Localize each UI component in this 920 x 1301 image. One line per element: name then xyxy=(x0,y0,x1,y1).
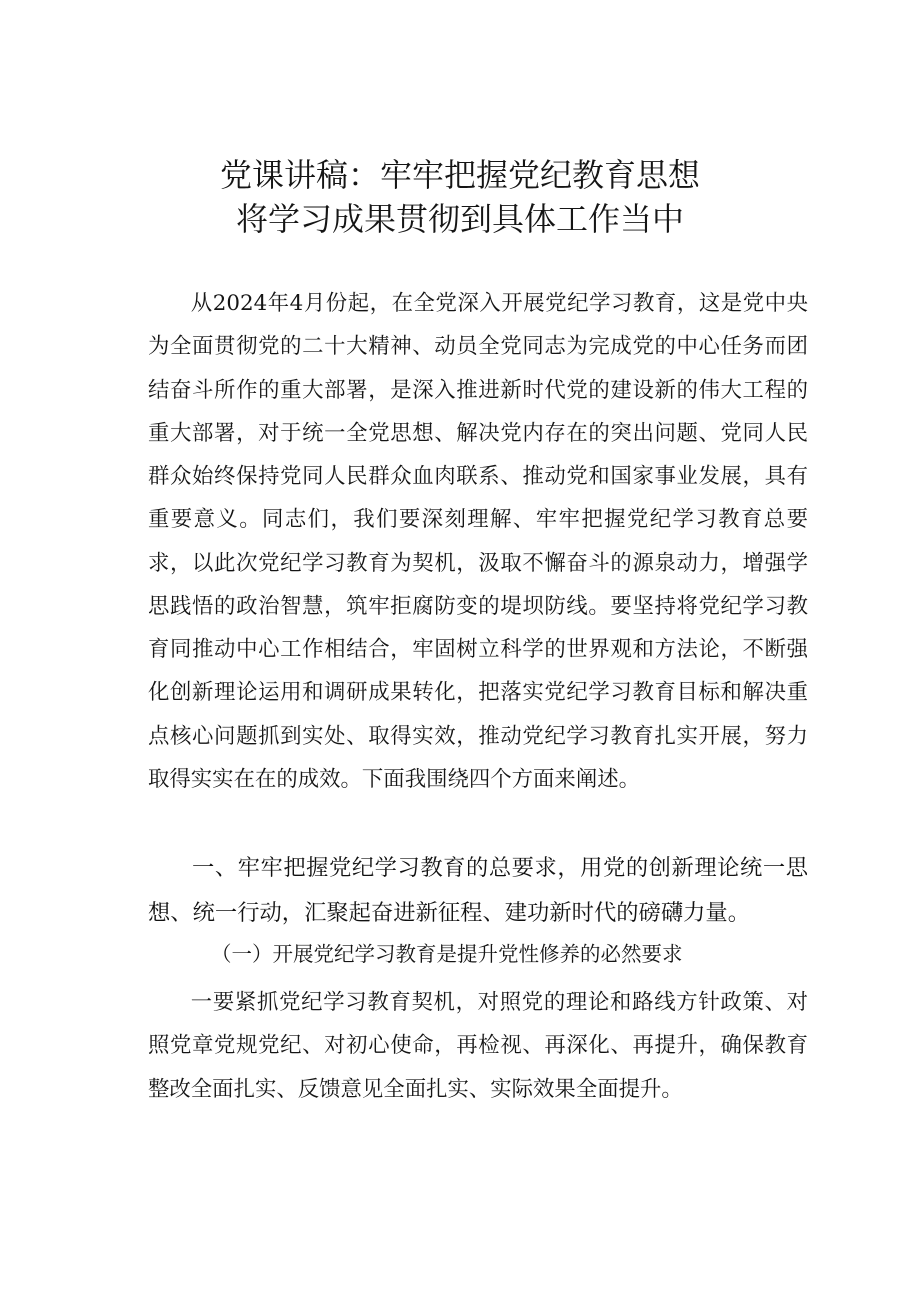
subsection-heading-1: （一）开展党纪学习教育是提升党性修养的必然要求 xyxy=(211,942,683,966)
document-title-line-1: 党课讲稿：牢牢把握党纪教育思想 xyxy=(219,156,700,194)
intro-paragraph: 从2024年4月份起，在全党深入开展党纪学习教育，这是党中央为全面贯彻党的二十大精神、动员全党同志为完成党的中心任务而团结奋斗所作的重大部署，是深入推进新时代党的建设新的伟大工程的重大部署，对于统一全党思想、解决党内存在的突出问题、党同人民群众始终保持党同人民群众血肉联系、推动党和国家事业发展，具有重要意义。同志们，我们要深刻理解、牢牢把握党纪学习教育总要求，以此次党纪学习教育为契机，汲取不懈奋斗的源泉动力，增强学思践悟的政治智慧，筑牢拒腐防变的堤坝防线。要坚持将党纪学习教育同推动中心工作相结合，牢固树立科学的世界观和方法论，不断强化创新理论运用和调研成果转化，把落实党纪学习教育目标和解决重点核心问题抓到实处、取得实效，推动党纪学习教育扎实开展，努力取得实实在在的成效。下面我围绕四个方面来阐述。 xyxy=(148,291,808,792)
section-heading-1: 一、牢牢把握党纪学习教育的总要求，用党的创新理论统一思想、统一行动，汇聚起奋进新征程、建功新时代的磅礴力量。 xyxy=(148,855,808,926)
document-title-line-2: 将学习成果贯彻到具体工作当中 xyxy=(235,200,684,238)
body-paragraph-2: 一要紧抓党纪学习教育契机，对照党的理论和路线方针政策、对照党章党规党纪、对初心使命，再检视、再深化、再提升，确保教育整改全面扎实、反馈意见全面扎实、实际效果全面提升。 xyxy=(148,990,808,1102)
